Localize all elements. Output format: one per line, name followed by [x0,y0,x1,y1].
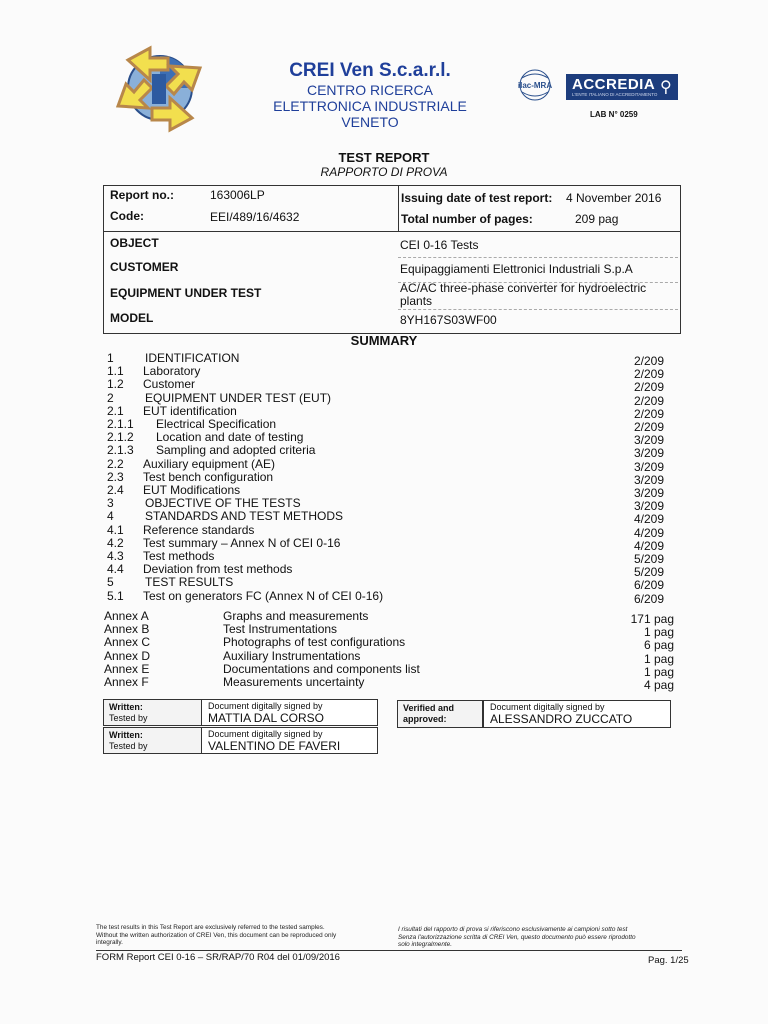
footer-en-3: integrally. [96,939,123,947]
toc-title: EUT Modifications [143,483,241,497]
annex-name: Annex D [104,648,151,663]
toc-number: 1.2 [107,377,124,392]
signer-3: ALESSANDRO ZUCCATO [490,712,633,726]
footer-en-2: Without the written authorization of CREI Ven, this document can be reproduced only [96,931,337,939]
accredia-sub: L'ENTE ITALIANO DI ACCREDITAMENTO [572,92,658,97]
eut-value-line-1: AC/AC three-phase converter for hydroelectric [400,281,647,295]
signature-box-1 [201,699,378,726]
toc-title: Test methods [143,549,215,563]
annex-title: Documentations and components list [223,661,420,676]
toc-title: OBJECTIVE OF THE TESTS [145,496,301,511]
footer-english [96,924,386,947]
toc-page: 3/209 [634,433,665,448]
toc-page: 3/209 [634,499,665,514]
object-value: CEI 0-16 Tests [400,238,479,252]
form-reference: FORM Report CEI 0-16 – SR/RAP/70 R04 del 01/09/2016 [96,952,340,963]
toc-page: 5/209 [634,552,665,566]
toc-number: 5 [107,575,114,590]
written-label-box [103,727,202,754]
annex-title: Auxiliary Instrumentations [223,648,361,663]
accredia-name: ACCREDIA [572,76,656,93]
page-number: Pag. 1/25 [648,955,689,966]
company-line-2: ELETTRONICA INDUSTRIALE [273,98,467,114]
toc-page: 3/209 [634,446,665,461]
dotted-divider [398,257,678,258]
annex-name: Annex E [104,661,150,676]
toc-number: 2.1.2 [107,430,134,445]
company-block [270,60,470,130]
customer-value: Equipaggiamenti Elettronici Industriali S.p.A [400,262,633,276]
annex-pages: 4 pag [643,678,674,692]
signed-note: Document digitally signed by [490,702,605,712]
accredia-logo [566,74,678,100]
company-name: CREI Ven S.c.a.r.l. [289,60,451,81]
model-value: 8YH167S03WF00 [400,313,497,327]
total-pages-label: Total number of pages: [401,212,533,226]
signer-1: MATTIA DAL CORSO [208,711,325,725]
report-no-label: Report no.: [110,188,174,202]
toc-title: Location and date of testing [156,430,304,445]
report-no-value: 163006LP [210,188,265,202]
signer-2: VALENTINO DE FAVERI [208,739,341,753]
toc-number: 4.4 [107,562,124,577]
code-value: EEI/489/16/4632 [210,210,300,224]
toc-title: Electrical Specification [156,417,277,431]
eut-value-line-2: plants [400,294,433,308]
model-label: MODEL [110,311,154,325]
toc-page: 2/209 [634,354,665,368]
company-line-3: VENETO [341,114,399,130]
toc-title: Sampling and adopted criteria [156,443,316,458]
toc-number: 2.1.1 [107,417,134,431]
toc-page: 2/209 [634,420,665,434]
tested-by-label: Tested by [109,741,148,751]
toc-number: 2.1 [107,403,124,418]
written-label: Written: [109,730,143,740]
issuing-date-value: 4 November 2016 [566,191,662,205]
summary-title: SUMMARY [350,333,418,348]
toc-number: 2.4 [107,483,124,497]
toc-title: Customer [143,377,196,392]
verified-label-box [397,700,483,728]
footer-en-1: The test results in this Test Report are exclusively referred to the tested samples. [96,924,325,931]
toc-page: 2/209 [634,393,665,408]
code-label: Code: [110,209,144,223]
footer-italian [398,926,688,949]
toc-page: 2/209 [634,380,665,395]
row-divider [103,231,681,232]
toc-page: 2/209 [634,406,665,421]
toc-page: 4/209 [634,538,665,553]
ilac-mra-icon [510,68,560,102]
footer-divider [96,950,682,951]
toc-number: 2.3 [107,469,124,484]
toc-number: 3 [107,496,114,511]
toc-title: STANDARDS AND TEST METHODS [145,509,344,524]
toc-page: 2/209 [634,367,665,382]
signed-note: Document digitally signed by [208,729,323,739]
italy-icon: ⚲ [660,79,672,96]
toc-title: IDENTIFICATION [145,351,240,365]
tested-by-label: Tested by [109,713,148,723]
toc-number: 2.1.3 [107,443,134,458]
eut-value [400,282,646,308]
toc-page: 3/209 [634,459,665,474]
annex-title: Graphs and measurements [223,609,369,623]
verified-label-1: Verified and [403,703,455,713]
toc-page: 5/209 [634,565,665,580]
toc-title: TEST RESULTS [145,575,234,590]
annex-title: Measurements uncertainty [223,675,365,689]
toc-title: Reference standards [143,522,255,537]
page-subtitle: RAPPORTO DI PROVA [320,165,448,179]
toc-page: 3/209 [634,472,665,487]
toc-title: Test bench configuration [143,469,274,484]
toc-number: 1.1 [107,364,124,379]
toc-number: 5.1 [107,588,124,603]
signature-box-3 [483,700,671,728]
svg-text:ilac-MRA: ilac-MRA [517,81,553,90]
verified-label-2: approved: [403,714,447,724]
toc-number: 4.3 [107,549,124,563]
issuing-date-label: Issuing date of test report: [401,191,553,205]
toc-number: 2.2 [107,456,124,471]
toc-page: 4/209 [634,512,665,527]
toc-page: 6/209 [634,578,665,593]
lab-number: LAB N° 0259 [590,110,638,119]
toc-title: Test summary – Annex N of CEI 0-16 [143,535,341,550]
footer-it-3: solo integralmente. [398,941,452,949]
customer-label: CUSTOMER [110,260,179,274]
toc-page: 6/209 [634,591,665,606]
annex-name: Annex C [104,635,151,650]
written-label-box [103,699,202,726]
toc-number: 1 [107,351,114,365]
footer-it-1: I risultati del rapporto di prova si riferiscono esclusivamente ai campioni sotto test [398,926,628,933]
annex-pages: 171 pag [630,612,674,626]
toc-number: 2 [107,390,114,405]
annex-title: Test Instrumentations [223,622,338,637]
dotted-divider [398,309,678,310]
object-label: OBJECT [110,236,159,250]
annex-name: Annex B [104,622,150,637]
crei-logo-icon [108,40,212,136]
toc-title: Test on generators FC (Annex N of CEI 0-16) [143,588,384,603]
annex-title: Photographs of test configurations [223,635,406,650]
col-divider [398,186,399,231]
signed-note: Document digitally signed by [208,701,323,711]
toc-title: EQUIPMENT UNDER TEST (EUT) [145,390,332,405]
toc-title: EUT identification [143,403,237,418]
annex-name: Annex A [104,609,149,623]
toc-title: Laboratory [143,364,201,379]
signature-box-2 [201,727,378,754]
footer-it-2: Senza l'autorizzazione scritta di CREI Ven, questo documento può essere riprodotto [398,933,636,941]
annex-pages: 1 pag [643,664,674,679]
written-label: Written: [109,702,143,712]
total-pages-value: 209 pag [575,212,619,226]
annex-pages: 1 pag [643,625,674,640]
annex-name: Annex F [104,675,149,689]
toc-number: 4.1 [107,522,124,537]
toc-title: Deviation from test methods [143,562,293,577]
company-line-1: CENTRO RICERCA [306,82,433,98]
toc-number: 4.2 [107,535,124,550]
annex-pages: 1 pag [643,651,674,666]
header-table [103,185,681,334]
page-title: TEST REPORT [338,150,430,165]
toc-title: Auxiliary equipment (AE) [143,456,276,471]
toc-number: 4 [107,509,114,524]
eut-label: EQUIPMENT UNDER TEST [110,286,262,300]
annex-pages: 6 pag [643,638,674,653]
toc-page: 4/209 [634,525,665,540]
toc-page: 3/209 [634,486,665,500]
